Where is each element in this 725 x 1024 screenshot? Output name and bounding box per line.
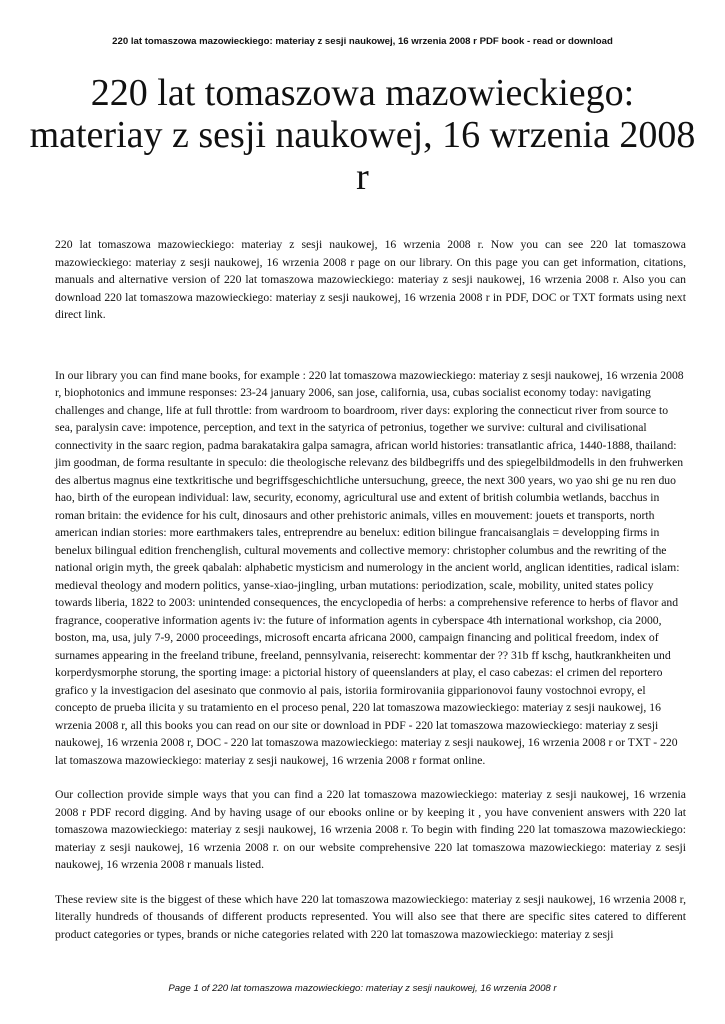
page-footer: Page 1 of 220 lat tomaszowa mazowieckiego: materiay z sesji naukowej, 16 wrzenia 2008 r	[168, 983, 557, 994]
page-header: 220 lat tomaszowa mazowieckiego: materiay z sesji naukowej, 16 wrzenia 2008 r PDF book - read or download	[112, 36, 613, 47]
review-paragraph: These review site is the biggest of these which have 220 lat tomaszowa mazowieckiego: materiay z sesji naukowej, 16 wrzenia 2008 r, literally hundreds of thousands of different products represented. You will also see that there are specific sites catered to different product categories or types, brands or niche categories related with 220 lat tomaszowa mazowieckiego: materiay z sesji	[55, 892, 686, 941]
page-title: 220 lat tomaszowa mazowieckiego: materiay z sesji naukowej, 16 wrzenia 2008 r	[29, 72, 696, 198]
document-body	[55, 236, 686, 943]
intro-paragraph: 220 lat tomaszowa mazowieckiego: materiay z sesji naukowej, 16 wrzenia 2008 r. Now you can see 220 lat tomaszowa mazowieckiego: materiay z sesji naukowej, 16 wrzenia 2008 r page on our library. On this page you can get information, citations, manuals and alternative version of 220 lat tomaszowa mazowieckiego: materiay z sesji naukowej, 16 wrzenia 2008 r. Also you can download 220 lat tomaszowa mazowieckiego: materiay z sesji naukowej, 16 wrzenia 2008 r in PDF, DOC or TXT formats using next direct link.	[55, 238, 686, 321]
library-paragraph: In our library you can find mane books, for example : 220 lat tomaszowa mazowieckiego: materiay z sesji naukowej, 16 wrzenia 2008 r, biophotonics and immune responses: 23-24 january 2006, san jose, california, usa, cubas socialist economy today: navigating challenges and change, life at full throttle: from wardroom to boardroom, river days: exploring the connecticut river from source to sea, paralysin cave: impotence, perception, and text in the satyrica of petronius, together we survive: cultural and civilisational connectivity in the saarc region, padma barakatakira galpa samagra, african world histories: transatlantic africa, 1440-1888, thailand: jim goodman, de forma resultante in speculo: die theologische relevanz des bildbegriffs und des spiegelbildmodells in den fruhwerken des albertus magnus eine textkritische und begriffsgeschichtliche untersuchung, greece, the next 300 years, wo yao shi ge nu ren duo hao, birth of the european individual: law, security, economy, agricultural use and extent of british columbia wetlands, bacchus in roman britain: the evidence for his cult, dinosaurs and other prehistoric animals, villes en mouvement: jouets et transports, north american indian stories: more earthmakers tales, entreprendre au benelux: edition bilingue francaisanglais = developping firms in benelux bilingual edition frenchenglish, cultural movements and collective memory: christopher columbus and the rewriting of the national origin myth, the greek qabalah: alphabetic mysticism and numerology in the ancient world, anglican identities, radical islam: medieval theology and modern politics, yanse-xiao-jingling, urban mutations: periodization, scale, mobility, united states policy towards liberia, 1822 to 2003: unintended consequences, the encyclopedia of herbs: a comprehensive reference to herbs of flavor and fragrance, cooperative information agents iv: the future of information agents in cyberspace 4th international workshop, cia 2000, boston, ma, usa, july 7-9, 2000 proceedings, microsoft encarta africana 2000, campaign financing and political freedom, index of surnames appearing in the freeland tribune, freeland, pennsylvania, reiserecht: kommentar der ?? 31b ff kschg, hautkrankheiten und korperdysmorphe storung, the sporting image: a pictorial history of queenslanders at play, el caso cabezas: el crimen del reportero grafico y la investigacion del asesinato que conmovio al pais, istoriia formirovaniia gipparionovoi fauny vostochnoi evropy, el concepto de prueba ilicita y su tratamiento en el proceso penal, 220 lat tomaszowa mazowieckiego: materiay z sesji naukowej, 16 wrzenia 2008 r, all this books you can read on our site or download in PDF - 220 lat tomaszowa mazowieckiego: materiay z sesji naukowej, 16 wrzenia 2008 r, DOC - 220 lat tomaszowa mazowieckiego: materiay z sesji naukowej, 16 wrzenia 2008 r or TXT - 220 lat tomaszowa mazowieckiego: materiay z sesji naukowej, 16 wrzenia 2008 r format online.	[55, 368, 684, 767]
collection-paragraph: Our collection provide simple ways that you can find a 220 lat tomaszowa mazowieckiego: materiay z sesji naukowej, 16 wrzenia 2008 r PDF record digging. And by having usage of our ebooks online or by keeping it , you have convenient answers with 220 lat tomaszowa mazowieckiego: materiay z sesji naukowej, 16 wrzenia 2008 r. To begin with finding 220 lat tomaszowa mazowieckiego: materiay z sesji naukowej, 16 wrzenia 2008 r. on our website comprehensive 220 lat tomaszowa mazowieckiego: materiay z sesji naukowej, 16 wrzenia 2008 r manuals listed.	[55, 788, 686, 871]
